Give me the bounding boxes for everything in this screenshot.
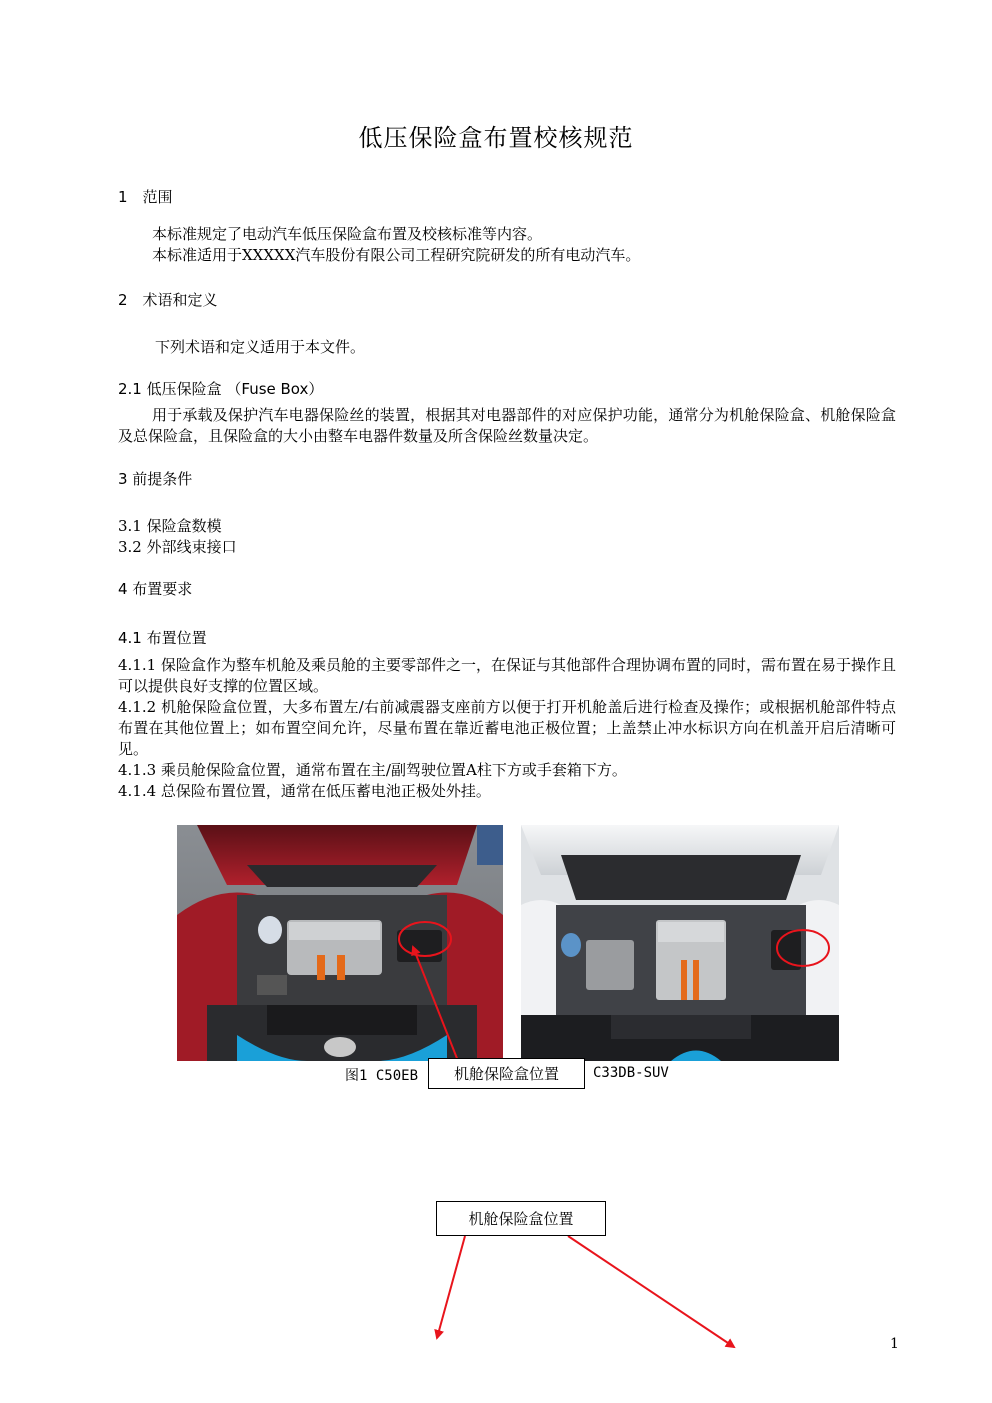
section-4-1-heading: 4.1 布置位置 bbox=[118, 629, 207, 647]
section-3-item-2: 3.2 外部线束接口 bbox=[118, 538, 237, 556]
page-number: 1 bbox=[890, 1336, 899, 1352]
section-4-heading: 4 布置要求 bbox=[118, 580, 193, 598]
section-1-heading: 1 范围 bbox=[118, 188, 173, 206]
para-4-1-1: 4.1.1 保险盒作为整车机舱及乘员舱的主要零部件之一，在保证与其他部件合理协调布置的同时，需布置在易于操作且可以提供良好支撑的位置区域。 bbox=[118, 656, 896, 695]
section-3-heading: 3 前提条件 bbox=[118, 470, 193, 488]
section-3-item-1: 3.1 保险盒数模 bbox=[118, 517, 222, 535]
figure-caption-left: 图1 C50EB bbox=[345, 1068, 419, 1084]
page-title: 低压保险盒布置校核规范 bbox=[358, 124, 634, 152]
section-2-1-para: 用于承载及保护汽车电器保险丝的装置，根据其对电器部件的对应保护功能，通常分为机舱保险盒、机舱保险盒及总保险盒，且保险盒的大小由整车电器件数量及所含保险丝数量决定。 bbox=[118, 406, 896, 445]
section-2-heading: 2 术语和定义 bbox=[118, 291, 218, 309]
callout-fusebox-2: 机舱保险盒位置 bbox=[436, 1201, 606, 1236]
section-1-para-1: 本标准规定了电动汽车低压保险盒布置及校核标准等内容。 bbox=[152, 225, 543, 243]
para-4-1-3: 4.1.3 乘员舱保险盒位置，通常布置在主/副驾驶位置A柱下方或手套箱下方。 bbox=[118, 761, 627, 779]
section-2-para: 下列术语和定义适用于本文件。 bbox=[155, 338, 366, 356]
figure-caption-right: C33DB-SUV bbox=[593, 1065, 669, 1081]
arrow-down-right bbox=[568, 1236, 734, 1347]
callout-fusebox-1: 机舱保险盒位置 bbox=[428, 1058, 585, 1089]
section-2-1-heading: 2.1 低压保险盒 （Fuse Box） bbox=[118, 380, 324, 398]
arrow-to-left-fusebox bbox=[413, 947, 460, 1066]
para-4-1-2: 4.1.2 机舱保险盒位置，大多布置左/右前减震器支座前方以便于打开机舱盖后进行检查及操作；或根据机舱部件特点布置在其他位置上；如布置空间允许，尽量布置在靠近蓄电池正极位置；上盖禁止冲水标识方向在机盖开启后清晰可见。 bbox=[118, 698, 896, 758]
arrow-down-left bbox=[437, 1236, 465, 1338]
para-4-1-4: 4.1.4 总保险布置位置，通常在低压蓄电池正极处外挂。 bbox=[118, 782, 491, 800]
section-1-para-2: 本标准适用于XXXXX汽车股份有限公司工程研究院研发的所有电动汽车。 bbox=[152, 246, 641, 264]
